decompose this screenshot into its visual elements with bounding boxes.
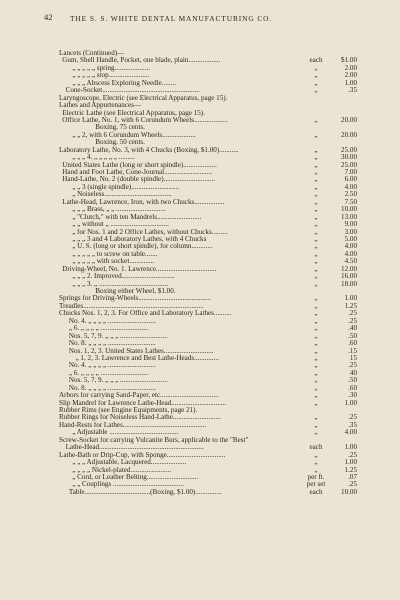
item-price: 3.00 <box>344 227 357 236</box>
item-price: .25 <box>348 413 357 422</box>
item-description: No. 4. „ „ „ „ ........................... <box>68 362 156 370</box>
item-price: 9.00 <box>344 220 357 229</box>
item-price: 13.00 <box>341 212 357 221</box>
item-unit: „ <box>314 279 318 288</box>
item-price: 10.00 <box>341 205 357 214</box>
catalog-line <box>59 117 359 124</box>
item-description: Hand and Foot Lathe, Cone-Journal........................... <box>62 169 213 176</box>
item-price: 1.00 <box>344 443 357 452</box>
catalog-line <box>59 429 359 436</box>
item-description: Arbors for carrying Sand-Paper, etc................................. <box>59 392 219 400</box>
item-description: Boxing, 75 cents. <box>95 124 145 132</box>
item-unit: „ <box>314 182 318 191</box>
item-unit: „ <box>314 465 318 474</box>
item-description: „ „ „ 3 and 4 Laboratory Lathes, with 4 Chucks <box>72 235 207 243</box>
item-description: Lancets (Continued)— <box>59 50 125 57</box>
item-unit: „ <box>314 212 318 221</box>
item-description: „ for Nos. 1 and 2 Office Lathes, without Chucks......... <box>72 228 228 236</box>
item-description: Boxing, 50 cents. <box>95 139 145 147</box>
item-description: „ "Clutch," with ten Mandrels......................... <box>72 213 202 221</box>
item-description: „ „ Couplings ........................................ <box>72 481 184 489</box>
item-description: „ „ 2, with 6 Corundum Wheels................... <box>72 131 196 139</box>
item-description: Nos. 5, 7, 9. „ „ „ ........................... <box>68 377 168 385</box>
item-price: 2.00 <box>344 63 357 72</box>
item-unit: „ <box>314 391 318 400</box>
item-description: „ Cord, or Leather Belting............................. <box>72 473 199 481</box>
item-price: 16.00 <box>341 272 357 281</box>
item-description: Driving-Wheel, No. 1. Lawrence.................................. <box>62 265 217 273</box>
item-unit: „ <box>314 398 318 407</box>
item-price: .35 <box>348 420 357 429</box>
item-description: Screw-Socket for carrying Vulcanite Burs, applicable to the "Best" <box>59 436 249 444</box>
item-description: „ „ „ „ „ spring.................... <box>72 64 151 72</box>
item-unit: „ <box>314 368 318 377</box>
item-price: .50 <box>348 376 357 385</box>
item-price: 4.00 <box>344 182 357 191</box>
item-description: „ „ „ „ „ to screw on table....... <box>72 250 158 258</box>
item-unit: „ <box>314 383 318 392</box>
item-description: Rubber Rings for Noiseless Hand-Lathe........................... <box>59 414 221 422</box>
item-price: 2.50 <box>344 190 357 199</box>
item-description: Springs for Driving-Wheels......................................... <box>59 295 211 303</box>
item-unit: „ <box>314 257 318 266</box>
item-description: Treadles.................................................................... <box>59 302 204 310</box>
page-number: 42 <box>44 12 53 22</box>
item-unit: „ <box>314 205 318 214</box>
item-unit: „ <box>314 86 318 95</box>
item-price: 20.00 <box>341 130 357 139</box>
item-unit: „ <box>314 353 318 362</box>
catalog-line <box>59 281 359 288</box>
item-price: 1.00 <box>344 294 357 303</box>
catalog-line <box>59 87 359 94</box>
item-price: 1.25 <box>344 465 357 474</box>
item-description: Lathe-Head, Lawrence, Iron, with two Chucks................. <box>62 198 225 206</box>
item-price: .40 <box>348 324 357 333</box>
item-unit: „ <box>314 420 318 429</box>
item-description: „ „ without „ ................................. <box>72 221 169 229</box>
item-description: „ 6. „ „ „ „ ........................... <box>68 369 149 377</box>
item-price: 1.00 <box>344 398 357 407</box>
item-unit: „ <box>314 234 318 243</box>
item-unit: „ <box>314 71 318 80</box>
item-unit: „ <box>314 264 318 273</box>
item-description: Rubber Rims (see Engine Equipments, page 21). <box>59 407 198 414</box>
item-description: Hand-Rests for Lathes............................................... <box>59 421 207 429</box>
item-price: .25 <box>348 480 357 489</box>
item-description: Nos. 1, 2, 3. United States Lathes............................ <box>68 347 214 355</box>
page-title: THE S. S. WHITE DENTAL MANUFACTURING CO. <box>70 14 273 23</box>
item-description: Chucks Nos. 1, 2, 3. For Office and Laboratory Lathes.......... <box>59 310 232 318</box>
item-unit: „ <box>314 130 318 139</box>
item-price: 7.00 <box>344 168 357 176</box>
item-unit: „ <box>314 190 318 199</box>
item-price: .25 <box>348 450 357 459</box>
item-description: Laryngoscope, Electric (see Electrical Apparatus, page 15). <box>59 94 228 102</box>
catalog-line <box>59 102 359 109</box>
item-description: Electric Lathe (see Electrical Apparatus, page 15). <box>62 109 205 117</box>
item-description: Lathe-Head........................................................... <box>65 444 204 452</box>
item-description: „ „ „ „ „ stop....................... <box>72 72 150 80</box>
item-price: .60 <box>348 339 357 348</box>
item-unit: „ <box>314 428 318 437</box>
item-unit: „ <box>314 309 318 318</box>
item-price: 1.25 <box>344 301 357 310</box>
item-description: Table.....................................(Boxing, $1.00)............... <box>68 488 222 496</box>
item-unit: „ <box>314 346 318 355</box>
item-description: Cone-Socket....................................................... <box>65 87 200 95</box>
item-description: „ „ „ Brass, „ „ ............................ <box>72 206 166 214</box>
item-unit: per set <box>306 480 326 489</box>
item-unit: „ <box>314 324 318 333</box>
item-description: Gum, Shell Handle, Pocket, one blade, plain.................. <box>62 57 221 65</box>
item-price: .15 <box>348 346 357 355</box>
item-unit: „ <box>314 272 318 281</box>
item-price: 4.50 <box>344 257 357 266</box>
item-unit: „ <box>314 361 318 370</box>
item-unit: „ <box>314 413 318 422</box>
item-price: .35 <box>348 86 357 95</box>
item-price: 18.00 <box>341 279 357 288</box>
item-price: .25 <box>348 361 357 370</box>
item-description: Slip Mandrel for Lawrence Lathe-Head............................... <box>59 399 227 407</box>
item-unit: „ <box>314 339 318 348</box>
item-unit: per ft. <box>307 472 325 481</box>
item-unit: „ <box>314 301 318 310</box>
item-description: „ 1, 2, 3. Lawrence and Best Lathe-Heads.............. <box>75 354 219 362</box>
item-price: 4.00 <box>344 428 357 437</box>
item-price: .50 <box>348 331 357 340</box>
item-description: No. 4. „ „ „ „ ........................... <box>68 317 156 325</box>
item-price: 2.00 <box>344 71 357 80</box>
item-description: No. 8. „ „ „ „ ........................... <box>68 384 156 392</box>
catalog-line <box>59 400 359 407</box>
item-price: 15 <box>349 353 357 362</box>
page-header <box>44 14 380 26</box>
item-price: .25 <box>348 316 357 325</box>
item-price: $1.00 <box>341 56 357 65</box>
item-price: .30 <box>348 391 357 400</box>
item-description: „ „ „ Abscess Exploring Needle........ <box>72 79 177 87</box>
item-unit: „ <box>314 220 318 229</box>
catalog-line <box>59 95 359 102</box>
item-description: „ „ „ 2. Improved.............................. <box>72 273 175 281</box>
item-price: .60 <box>348 383 357 392</box>
price-list <box>59 50 359 496</box>
item-unit: „ <box>314 115 318 124</box>
item-unit: „ <box>314 294 318 303</box>
item-description: „ Noiseless...................................... <box>72 191 172 199</box>
item-price: .07 <box>348 472 357 481</box>
item-unit: „ <box>314 160 318 169</box>
item-unit: „ <box>314 175 318 184</box>
item-description: Boxing either Wheel, $1.00. <box>95 288 176 295</box>
item-unit: „ <box>314 249 318 258</box>
item-unit: each <box>309 56 323 65</box>
item-unit: „ <box>314 168 318 176</box>
item-price: 25.00 <box>341 145 357 154</box>
item-price: 5.00 <box>344 234 357 243</box>
item-price: 20.00 <box>341 115 357 124</box>
item-unit: „ <box>314 78 318 87</box>
item-unit: „ <box>314 450 318 459</box>
item-unit: „ <box>314 153 318 162</box>
item-description: Laboratory Lathe, No. 3, with 4 Chucks (Boxing, $1.00)........... <box>59 146 239 154</box>
item-description: No. 8. „ „ „ „ ........................... <box>68 340 156 348</box>
item-unit: each <box>309 443 323 452</box>
item-description: „ „ „ Adjustable, Lacquered.................... <box>72 459 187 467</box>
item-description: United States Lathe (long or short spindle)................... <box>62 161 217 169</box>
item-price: .25 <box>348 309 357 318</box>
item-price: 6.00 <box>344 175 357 184</box>
item-price: 12.00 <box>341 264 357 273</box>
item-price: 40 <box>349 368 357 377</box>
item-unit: „ <box>314 242 318 251</box>
catalog-line <box>59 132 359 139</box>
item-price: 4.00 <box>344 242 357 251</box>
item-description: „ „ „ „ „ with socket.............. <box>72 258 155 266</box>
item-description: Lathes and Appurtenances— <box>59 102 141 110</box>
item-price: 10.00 <box>341 487 357 496</box>
item-description: „ „ „ „ Nickel-plated....................... <box>72 466 172 474</box>
item-description: „ „ „ 4. „ „ „ „ „ ......... <box>72 154 135 162</box>
item-unit: „ <box>314 63 318 72</box>
item-description: „ Adjustable ....................................... <box>72 429 179 437</box>
item-unit: „ <box>314 331 318 340</box>
item-description: „ „ „ 3. „ ....................................... <box>72 280 169 288</box>
item-unit: „ <box>314 376 318 385</box>
item-unit: „ <box>314 316 318 325</box>
item-price: 25.00 <box>341 160 357 169</box>
item-price: 7.50 <box>344 197 357 206</box>
item-description: Nos. 5, 7, 9. „ „ „ ........................... <box>68 332 168 340</box>
item-unit: each <box>309 487 323 496</box>
item-price: 4.00 <box>344 249 357 258</box>
item-price: 1.00 <box>344 458 357 467</box>
item-price: 30.00 <box>341 153 357 162</box>
item-description: Lathe-Bath or Drip-Cup, with Sponge................................. <box>59 451 226 459</box>
item-unit: „ <box>314 227 318 236</box>
item-description: „ 6. „ „ „ „ ........................... <box>68 325 149 333</box>
item-description: „ „ 3 (single spindle)........................... <box>72 183 180 191</box>
item-unit: „ <box>314 197 318 206</box>
item-description: Office Lathe, No. 1, with 6 Corundum Wheels................... <box>62 116 228 124</box>
item-description: Hand-Lathe, No. 2 (double spindle)............................. <box>62 176 215 184</box>
item-price: 1.00 <box>344 78 357 87</box>
catalog-line <box>59 489 359 496</box>
item-unit: „ <box>314 145 318 154</box>
item-unit: „ <box>314 458 318 467</box>
item-description: „ U. S. (long or short spindle), for column............ <box>72 243 213 251</box>
